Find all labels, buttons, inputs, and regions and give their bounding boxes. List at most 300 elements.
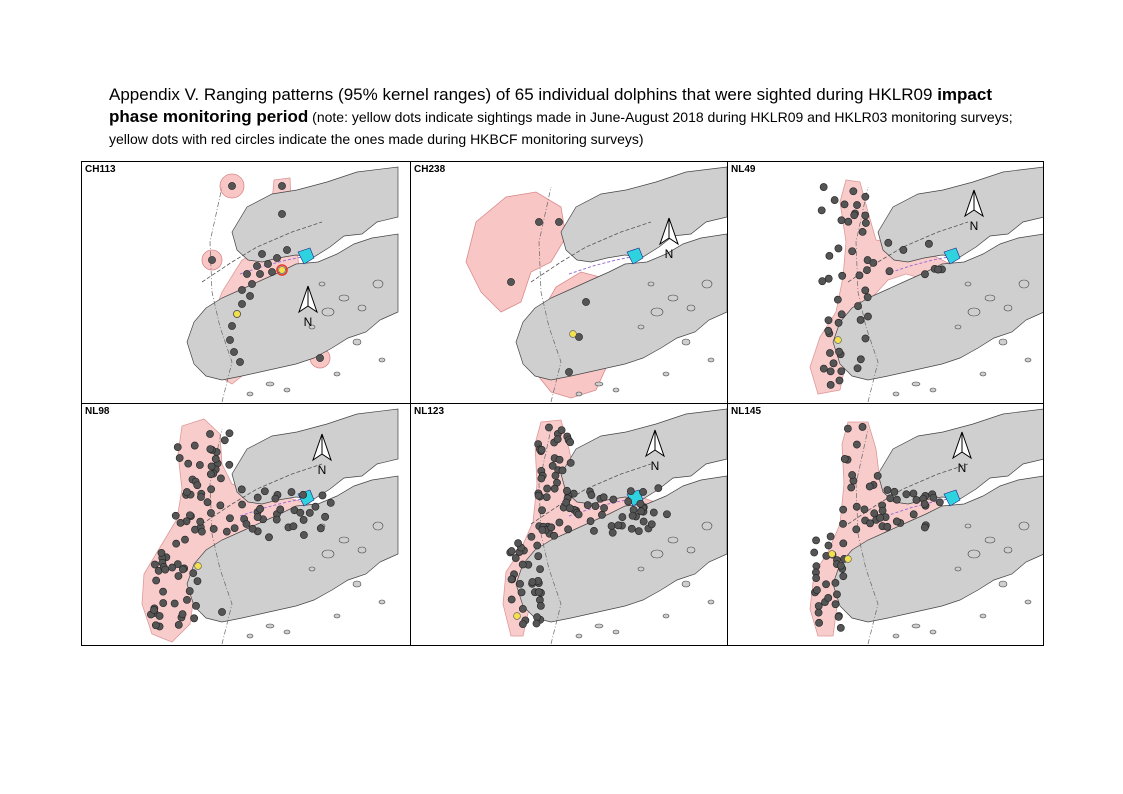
land-islet <box>576 634 582 638</box>
sighting-dot <box>312 503 319 510</box>
sighting-dot <box>592 503 599 510</box>
sighting-dot <box>871 510 878 517</box>
sighting-dot <box>300 516 307 523</box>
sighting-dot <box>549 462 556 469</box>
sighting-dot <box>819 278 826 285</box>
sighting-dot <box>849 471 856 478</box>
sighting-dot <box>567 439 574 446</box>
map-grid <box>81 161 1044 646</box>
sighting-dot <box>278 182 285 189</box>
recent-sighting-dot <box>845 556 852 563</box>
sighting-dot <box>191 615 198 622</box>
sighting-dot <box>171 600 178 607</box>
sighting-dot <box>538 446 545 453</box>
sighting-dot <box>519 605 526 612</box>
sighting-dot <box>862 212 869 219</box>
sighting-dot <box>290 523 297 530</box>
sighting-dot <box>588 492 595 499</box>
sighting-dot <box>207 509 214 516</box>
sighting-dot <box>192 602 199 609</box>
sighting-dot <box>183 488 190 495</box>
land-islet <box>373 522 383 530</box>
land-islet <box>930 630 936 634</box>
sighting-dot <box>556 519 563 526</box>
map-panel-nl123 <box>411 404 727 645</box>
recent-sighting-dot <box>829 551 836 558</box>
land-islet <box>247 392 253 396</box>
sighting-dot <box>248 280 255 287</box>
sighting-dot <box>212 455 219 462</box>
sighting-dot <box>853 441 860 448</box>
land-islet <box>648 282 654 286</box>
sighting-dot <box>903 491 910 498</box>
sighting-dot <box>584 502 591 509</box>
sighting-dot <box>854 302 861 309</box>
land-islet <box>613 630 619 634</box>
sighting-dot <box>582 298 589 305</box>
sighting-dot <box>151 561 158 568</box>
sighting-dot <box>856 272 863 279</box>
sighting-dot <box>537 602 544 609</box>
land-islet <box>358 547 366 553</box>
sighting-dot <box>833 591 840 598</box>
sighting-dot <box>835 319 842 326</box>
sighting-dot <box>256 270 263 277</box>
sighting-dot <box>836 377 843 384</box>
sighting-dot <box>864 294 871 301</box>
sighting-dot <box>153 577 160 584</box>
sighting-dot <box>226 515 233 522</box>
sighting-dot <box>257 505 264 512</box>
land-islet <box>651 550 663 558</box>
north-label: N <box>969 219 979 233</box>
sighting-dot <box>185 460 192 467</box>
sighting-dot <box>558 426 565 433</box>
kernel-range <box>466 192 566 312</box>
sighting-dot <box>838 368 845 375</box>
land-islet <box>576 392 582 396</box>
sighting-dot <box>884 486 891 493</box>
figure-caption <box>109 84 1039 150</box>
sighting-dot <box>175 572 182 579</box>
sighting-dot <box>830 360 837 367</box>
sighting-dot <box>628 525 635 532</box>
land-islet <box>965 282 971 286</box>
sighting-dot <box>319 492 326 499</box>
sighting-dot <box>837 562 844 569</box>
sighting-dot <box>874 472 881 479</box>
sighting-dot <box>159 588 166 595</box>
sighting-dot <box>512 554 519 561</box>
panel-label: CH113 <box>85 164 116 175</box>
sighting-dot <box>838 311 845 318</box>
north-label: N <box>650 459 660 473</box>
sighting-dot <box>317 525 324 532</box>
sighting-dot <box>826 349 833 356</box>
caption-note: (note: yellow dots indicate sightings made in June-August 2018 during HKLR09 and HKLR03 monitoring surveys; yellow dots with red circles indicate the ones made during HKBCF monitoring surveys) <box>109 109 1013 147</box>
sighting-dot <box>177 519 184 526</box>
sighting-dot <box>175 621 182 628</box>
sighting-dot <box>859 423 866 430</box>
sighting-dot <box>837 624 844 631</box>
sighting-dot <box>825 542 832 549</box>
land-islet <box>1025 358 1031 362</box>
panel-label: NL49 <box>731 164 756 175</box>
sighting-dot <box>853 526 860 533</box>
land-islet <box>319 282 325 286</box>
land-islet <box>968 550 980 558</box>
sighting-dot <box>921 500 928 507</box>
panel-label: NL123 <box>414 406 445 417</box>
land-islet <box>322 308 334 316</box>
sighting-dot <box>900 246 907 253</box>
sighting-dot <box>176 454 183 461</box>
sighting-dot <box>831 196 838 203</box>
sighting-dot <box>827 533 834 540</box>
land-islet <box>687 547 695 553</box>
sighting-dot <box>236 358 243 365</box>
sighting-dot <box>297 509 304 516</box>
sighting-dot <box>859 228 866 235</box>
sighting-dot <box>306 509 313 516</box>
sighting-dot <box>813 575 820 582</box>
sighting-dot <box>862 193 869 200</box>
sighting-dot <box>867 520 874 527</box>
sighting-dot <box>283 246 290 253</box>
map-panel-nl49 <box>728 162 1043 403</box>
sighting-dot <box>230 348 237 355</box>
land-islet <box>379 358 385 362</box>
land-islet <box>912 624 920 628</box>
panel-label: NL98 <box>85 406 110 417</box>
sighting-dot <box>615 522 622 529</box>
land-islet <box>266 624 274 628</box>
recent-sighting-dot <box>279 267 286 274</box>
sighting-dot <box>921 271 928 278</box>
sighting-dot <box>848 484 855 491</box>
land-islet <box>595 624 603 628</box>
sighting-dot <box>172 512 179 519</box>
sighting-dot <box>238 286 245 293</box>
sighting-dot <box>835 348 842 355</box>
sighting-dot <box>930 494 937 501</box>
sighting-dot <box>197 518 204 525</box>
land-islet <box>702 522 712 530</box>
north-label: N <box>303 315 313 329</box>
land-islet <box>379 600 385 604</box>
sighting-dot <box>198 528 205 535</box>
sighting-dot <box>217 475 224 482</box>
land-islet <box>613 388 619 392</box>
map-nl98 <box>82 404 410 645</box>
land-islet <box>930 388 936 392</box>
map-panel-ch113 <box>82 162 410 403</box>
sighting-dot <box>156 612 163 619</box>
land-islet <box>373 280 383 288</box>
sighting-dot <box>555 218 562 225</box>
land-islet <box>912 382 920 386</box>
sighting-dot <box>548 524 555 531</box>
sighting-dot <box>813 586 820 593</box>
land-islet <box>980 614 986 618</box>
sighting-dot <box>223 528 230 535</box>
recent-sighting-dot <box>195 563 202 570</box>
sighting-dot <box>625 498 632 505</box>
sighting-dot <box>627 488 634 495</box>
land-islet <box>663 614 669 618</box>
sighting-dot <box>857 356 864 363</box>
sighting-dot <box>254 514 261 521</box>
sighting-dot <box>197 493 204 500</box>
sighting-dot <box>207 445 214 452</box>
sighting-dot <box>598 511 605 518</box>
sighting-dot <box>567 459 574 466</box>
land-islet <box>266 382 274 386</box>
land-islet <box>651 308 663 316</box>
map-ch113 <box>82 162 410 403</box>
sighting-dot <box>862 219 869 226</box>
sighting-dot <box>835 245 842 252</box>
sighting-dot <box>207 471 214 478</box>
sighting-dot <box>565 368 572 375</box>
land-islet <box>1004 547 1012 553</box>
sighting-dot <box>885 239 892 246</box>
sighting-dot <box>590 527 597 534</box>
sighting-dot <box>841 201 848 208</box>
land-islet <box>985 537 995 543</box>
sighting-dot <box>261 488 268 495</box>
recent-sighting-dot <box>570 331 577 338</box>
sighting-dot <box>815 619 822 626</box>
sighting-dot <box>238 501 245 508</box>
sighting-dot <box>268 268 275 275</box>
sighting-dot <box>536 566 543 573</box>
land-islet <box>322 550 334 558</box>
sighting-dot <box>258 250 265 257</box>
sighting-dot <box>921 524 928 531</box>
sighting-dot <box>853 201 860 208</box>
sighting-dot <box>609 529 616 536</box>
land-islet <box>702 280 712 288</box>
sighting-dot <box>174 444 181 451</box>
sighting-dot <box>273 516 280 523</box>
sighting-dot <box>839 520 846 527</box>
sighting-dot <box>840 540 847 547</box>
recent-sighting-dot <box>835 337 842 344</box>
sighting-dot <box>253 262 260 269</box>
sighting-dot <box>811 549 818 556</box>
sighting-dot <box>839 272 846 279</box>
panel-label: NL145 <box>731 406 762 417</box>
sighting-dot <box>538 507 545 514</box>
sighting-dot <box>815 609 822 616</box>
land-islet <box>353 339 361 345</box>
land-islet <box>334 372 340 376</box>
sighting-dot <box>246 292 253 299</box>
sighting-dot <box>886 268 893 275</box>
sighting-dot <box>826 252 833 259</box>
sighting-dot <box>243 520 250 527</box>
sighting-dot <box>208 256 215 263</box>
sighting-dot <box>619 513 626 520</box>
land-islet <box>638 325 644 329</box>
sighting-dot <box>640 488 647 495</box>
sighting-dot <box>936 499 943 506</box>
recent-sighting-dot <box>234 311 241 318</box>
sighting-dot <box>893 518 900 525</box>
sighting-dot <box>544 485 551 492</box>
sighting-dot <box>535 492 542 499</box>
sighting-dot <box>845 218 852 225</box>
sighting-dot <box>822 581 829 588</box>
sighting-dot <box>851 212 858 219</box>
sighting-dot <box>913 496 920 503</box>
sighting-dot <box>508 576 515 583</box>
land-islet <box>339 537 349 543</box>
sighting-dot <box>935 266 942 273</box>
sighting-dot <box>551 532 558 539</box>
sighting-dot <box>879 507 886 514</box>
sighting-dot <box>863 267 870 274</box>
sighting-dot <box>841 455 848 462</box>
land-islet <box>965 524 971 528</box>
sighting-dot <box>181 536 188 543</box>
sighting-dot <box>840 506 847 513</box>
sighting-dot <box>543 493 550 500</box>
sighting-dot <box>183 596 190 603</box>
sighting-dot <box>566 505 573 512</box>
sighting-dot <box>857 316 864 323</box>
sighting-dot <box>663 511 670 518</box>
land-islet <box>955 325 961 329</box>
sighting-dot <box>516 580 523 587</box>
sighting-dot <box>228 322 235 329</box>
sighting-dot <box>815 602 822 609</box>
sighting-dot <box>827 368 834 375</box>
sighting-dot <box>556 456 563 463</box>
sighting-dot <box>169 564 176 571</box>
sighting-dot <box>288 488 295 495</box>
sighting-dot <box>812 537 819 544</box>
sighting-dot <box>861 506 868 513</box>
sighting-dot <box>575 511 582 518</box>
map-panel-nl98 <box>82 404 410 645</box>
sighting-dot <box>834 296 841 303</box>
land-islet <box>708 358 714 362</box>
sighting-dot <box>508 547 515 554</box>
sighting-dot <box>825 317 832 324</box>
sighting-dot <box>208 463 215 470</box>
land-islet <box>893 392 899 396</box>
sighting-dot <box>316 354 323 361</box>
sighting-dot <box>278 210 285 217</box>
sighting-dot <box>238 486 245 493</box>
land-islet <box>955 567 961 571</box>
sighting-dot <box>820 365 827 372</box>
sighting-dot <box>272 495 279 502</box>
sighting-dot <box>655 485 662 492</box>
sighting-dot <box>893 496 900 503</box>
sighting-dot <box>300 531 307 538</box>
land-islet <box>985 295 995 301</box>
sighting-dot <box>887 495 894 502</box>
land-islet <box>1025 600 1031 604</box>
sighting-dot <box>629 512 636 519</box>
sighting-dot <box>243 270 250 277</box>
sighting-dot <box>507 278 514 285</box>
sighting-dot <box>818 207 825 214</box>
land-islet <box>893 634 899 638</box>
sighting-dot <box>264 260 271 267</box>
sighting-dot <box>529 578 536 585</box>
land-islet <box>668 295 678 301</box>
sighting-dot <box>610 496 617 503</box>
sighting-dot <box>535 588 542 595</box>
sighting-dot <box>186 587 193 594</box>
land-islet <box>334 614 340 618</box>
sighting-dot <box>825 594 832 601</box>
sighting-dot <box>538 475 545 482</box>
sighting-dot <box>249 525 256 532</box>
sighting-dot <box>840 573 847 580</box>
map-panel-ch238 <box>411 162 727 403</box>
sighting-dot <box>254 494 261 501</box>
sighting-dot <box>853 503 860 510</box>
sighting-dot <box>534 542 541 549</box>
land-islet <box>980 372 986 376</box>
land-islet <box>708 600 714 604</box>
sighting-dot <box>862 335 869 342</box>
sighting-dot <box>827 381 834 388</box>
land-islet <box>999 581 1007 587</box>
sighting-dot <box>206 430 213 437</box>
sighting-dot <box>608 522 615 529</box>
land-islet <box>682 581 690 587</box>
sighting-dot <box>173 540 180 547</box>
sighting-dot <box>228 182 235 189</box>
sighting-dot <box>277 506 284 513</box>
sighting-dot <box>587 518 594 525</box>
sighting-dot <box>825 327 832 334</box>
sighting-dot <box>514 540 521 547</box>
sighting-dot <box>559 467 566 474</box>
land-islet <box>968 308 980 316</box>
land-islet <box>247 634 253 638</box>
sighting-dot <box>539 526 546 533</box>
sighting-dot <box>877 514 884 521</box>
sighting-dot <box>179 611 186 618</box>
sighting-dot <box>160 599 167 606</box>
sighting-dot <box>179 566 186 573</box>
recent-sighting-dot <box>514 613 521 620</box>
sighting-dot <box>191 442 198 449</box>
land-islet <box>284 388 290 392</box>
sighting-dot <box>221 437 228 444</box>
land-islet <box>638 567 644 571</box>
north-label: N <box>664 247 674 261</box>
land-islet <box>353 581 361 587</box>
sighting-dot <box>891 488 898 495</box>
sighting-dot <box>640 518 647 525</box>
sighting-dot <box>835 613 842 620</box>
land-islet <box>595 382 603 386</box>
caption-lead: Appendix V. Ranging patterns (95% kernel ranges) of 65 individual dolphins that were sighted during HKLR09 <box>109 85 933 104</box>
sighting-dot <box>528 533 535 540</box>
sighting-dot <box>196 461 203 468</box>
sighting-dot <box>273 254 280 261</box>
sighting-dot <box>832 579 839 586</box>
land-islet <box>663 372 669 376</box>
